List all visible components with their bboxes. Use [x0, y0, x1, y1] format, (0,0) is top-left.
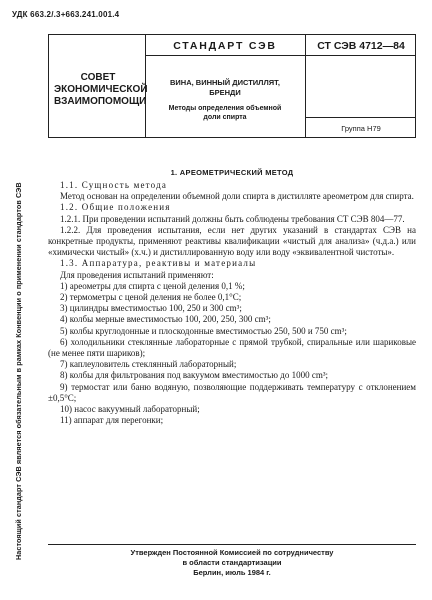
- subsection-heading: 1.1. Сущность метода: [60, 180, 168, 190]
- header-top-rule: [145, 55, 415, 56]
- side-legal-note: Настоящий стандарт СЭВ является обязательным в рамках Конвенции о применении стандартов СЭВ: [14, 182, 23, 560]
- org-line-1: СОВЕТ: [80, 72, 116, 83]
- paragraph: 1.2.2. Для проведения испытания, если нет других указаний в стандартах СЭВ на конкретные продукты, применяют реактивы квалификации «чистый для анализа» (ч.д.а.) или «химически чистый» (х.ч.) и дистиллированную воду или воду «эквивалентной чистоты».: [48, 224, 416, 258]
- group-code: Группа Н79: [341, 124, 381, 133]
- subsection-heading: 1.2. Общие положения: [60, 202, 171, 213]
- list-item: 1) ареометры для спирта с ценой деления 0,1 %;: [60, 280, 245, 291]
- org-line-3: ВЗАИМОПОМОЩИ: [54, 96, 147, 107]
- list-item: 8) колбы для фильтрования под вакуумом вместимостью до 1000 cm³;: [60, 370, 329, 381]
- subsection-heading: 1.3. Аппаратура, реактивы и материалы: [60, 258, 257, 269]
- method-line-1: Методы определения объемной: [168, 105, 282, 112]
- list-item: 4) колбы мерные вместимостью 100, 200, 250, 300 cm³;: [60, 314, 271, 325]
- approval-footer: [48, 548, 416, 578]
- organization-name: [54, 72, 148, 108]
- header-group-rule: [305, 117, 415, 118]
- list-item: 7) каплеуловитель стеклянный лабораторный;: [60, 359, 237, 370]
- footer-line-2: в области стандартизации: [182, 558, 282, 567]
- paragraph: Метод основан на определении объемной доли спирта в дистилляте ареометром для спирта.: [60, 191, 414, 202]
- method-title: [150, 104, 300, 122]
- org-line-2: ЭКОНОМИЧЕСКОЙ: [54, 84, 148, 95]
- paragraph: Для проведения испытаний применяют:: [60, 269, 214, 280]
- subject-line-2: БРЕНДИ: [209, 88, 241, 97]
- udk-code: УДК 663.2/.3+663.241.001.4: [12, 10, 120, 19]
- footer-line-1: Утвержден Постоянной Комиссией по сотрудничеству: [130, 548, 334, 557]
- list-item: 9) термостат или баню водяную, позволяющие поддерживать температуру с отклонением ±0,5°С;: [48, 381, 416, 403]
- list-item: 6) холодильники стеклянные лабораторные с прямой трубкой, спиральные или шариковые (не менее пяти шариков);: [48, 336, 416, 359]
- standard-subject: [150, 78, 300, 98]
- list-item: 11) аппарат для перегонки;: [60, 415, 164, 426]
- list-item: 10) насос вакуумный лабораторный;: [60, 404, 200, 415]
- standard-number: СТ СЭВ 4712—84: [317, 40, 405, 52]
- footer-rule: [48, 544, 416, 545]
- paragraph: 1.2.1. При проведении испытаний должны быть соблюдены требования СТ СЭВ 804—77.: [60, 213, 405, 224]
- equipment-list: [48, 281, 416, 427]
- document-body: [48, 180, 416, 426]
- list-item: 2) термометры с ценой деления не более 0,1°С;: [60, 292, 242, 303]
- list-item: 3) цилиндры вместимостью 100, 250 и 300 cm³;: [60, 303, 242, 314]
- footer-line-3: Берлин, июль 1984 г.: [193, 568, 271, 577]
- method-line-2: доли спирта: [203, 114, 247, 121]
- list-item: 5) колбы круглодонные и плоскодонные вместимостью 250, 500 и 750 cm³;: [60, 325, 347, 336]
- subject-line-1: ВИНА, ВИННЫЙ ДИСТИЛЛЯТ,: [169, 78, 281, 87]
- section-title: 1. АРЕОМЕТРИЧЕСКИЙ МЕТОД: [170, 168, 294, 177]
- standard-title: СТАНДАРТ СЭВ: [173, 40, 277, 52]
